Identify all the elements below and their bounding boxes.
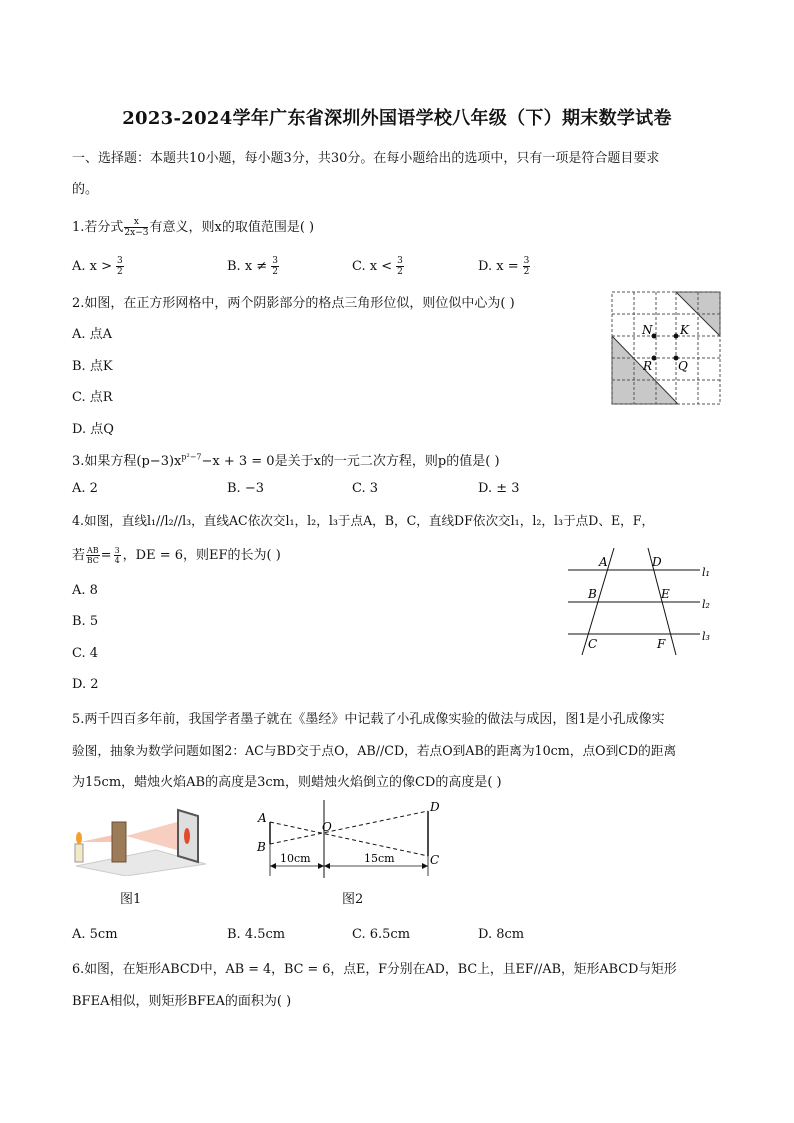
q1-option-a-num: 3 — [117, 256, 123, 266]
q4-option-a[interactable]: A. 8 — [72, 583, 98, 598]
q5-figure2-diagram — [252, 798, 452, 878]
q5-stem-line2: 验图，抽象为数学问题如图2：AC与BD交于点O，AB//CD，若点O到AB的距离为10cm，点O到CD的距离 — [72, 743, 677, 758]
q1-frac-num: x — [124, 217, 148, 228]
q1-option-d-label: D. x = — [478, 259, 519, 274]
q5-fig2-arrow-icon — [318, 863, 324, 869]
q4-option-b[interactable]: B. 5 — [72, 614, 99, 629]
q5-fig2-dist-15: 15cm — [364, 852, 395, 865]
q3-exponent: p²−7 — [181, 452, 202, 462]
q5-fig2-arrow-icon — [270, 863, 276, 869]
q6-stem-line1: 6.如图，在矩形ABCD中，AB = 4，BC = 6，点E，F分别在AD，BC上，且EF//AB，矩形ABCD与矩形 — [72, 962, 677, 977]
q4-frac-ab: AB — [87, 546, 99, 555]
q5-fig1-pinhole-board — [112, 822, 126, 862]
q1-prefix: 1.若分式 — [72, 220, 124, 235]
q4-stem-line2 — [72, 544, 281, 565]
q4-post: ，DE = 6，则EF的长为( ) — [122, 548, 281, 563]
q5-stem-line1: 5.两千四百多年前，我国学者墨子就在《墨经》中记载了小孔成像实验的做法与成因，图1是小孔成像实 — [72, 712, 665, 727]
q5-option-b[interactable]: B. 4.5cm — [227, 927, 286, 942]
q5-fig1-caption: 图1 — [120, 892, 142, 907]
q4-label-c: C — [588, 637, 598, 651]
q1-option-d-num: 3 — [523, 256, 530, 266]
q4-option-c[interactable]: C. 4 — [72, 646, 99, 661]
q1-option-d[interactable] — [478, 256, 530, 277]
q1-frac-den: 2x−3 — [124, 228, 149, 238]
q2-option-d[interactable]: D. 点Q — [72, 422, 114, 437]
q3-stem-b: −x + 3 = 0是关于x的一元二次方程，则p的值是( ) — [201, 454, 500, 469]
q5-fig2-label-c: C — [430, 853, 440, 867]
q2-option-b[interactable]: B. 点K — [72, 359, 113, 374]
page-title: 2023-2024学年广东省深圳外国语学校八年级（下）期末数学试卷 — [122, 108, 672, 129]
q4-label-l1: l₁ — [702, 566, 710, 579]
q2-label-n: N — [642, 323, 653, 337]
q5-fig1-projected-beam — [126, 820, 184, 852]
q5-option-a[interactable]: A. 5cm — [72, 927, 118, 942]
q1-option-a[interactable] — [72, 256, 124, 277]
q1-option-a-den: 2 — [117, 267, 123, 277]
q2-grid-figure — [610, 290, 722, 406]
q4-label-b: B — [588, 587, 597, 601]
q2-label-r: R — [643, 359, 653, 373]
q5-fig2-label-b: B — [257, 840, 266, 854]
q5-fig2-arrow-icon — [324, 863, 330, 869]
q4-label-l3: l₃ — [702, 630, 710, 643]
q2-option-c[interactable]: C. 点R — [72, 390, 113, 405]
q4-frac-bc: BC — [86, 556, 99, 565]
q1-option-b[interactable] — [227, 256, 279, 277]
q5-figure1-illustration — [66, 806, 216, 876]
q4-label-e: E — [661, 587, 670, 601]
q4-option-d[interactable]: D. 2 — [72, 677, 99, 692]
q1-option-c[interactable] — [352, 256, 404, 277]
q4-label-l2: l₂ — [702, 598, 710, 611]
q5-fig2-label-o: O — [322, 820, 332, 834]
q1-option-b-num: 3 — [272, 256, 278, 266]
q2-shaded-triangles — [612, 292, 720, 404]
q5-fig1-image-icon — [184, 828, 190, 844]
q5-option-d[interactable]: D. 8cm — [478, 927, 525, 942]
q1-option-a-label: A. x > — [72, 259, 113, 274]
q5-fig2-arrow-icon — [422, 863, 428, 869]
q2-label-q: Q — [678, 359, 688, 373]
section-heading-cont: 的。 — [72, 182, 99, 197]
q1-option-c-den: 2 — [397, 267, 403, 277]
q4-parallel-lines-figure — [562, 545, 722, 660]
q3-stem-a: 3.如果方程(p−3)x — [72, 454, 182, 469]
q5-fig2-caption: 图2 — [342, 892, 364, 907]
q5-fig1-candle — [75, 844, 83, 862]
q2-label-k: K — [680, 323, 689, 337]
q1-option-b-den: 2 — [272, 267, 278, 277]
q3-stem — [72, 450, 500, 469]
q3-option-b[interactable]: B. −3 — [227, 481, 264, 496]
q1-option-c-label: C. x < — [352, 259, 393, 274]
q5-option-c[interactable]: C. 6.5cm — [352, 927, 411, 942]
q2-point-k — [674, 334, 679, 339]
q1-option-b-label: B. x ≠ — [227, 259, 268, 274]
q4-equals: = — [100, 548, 112, 563]
q5-fig2-label-d: D — [430, 800, 440, 814]
q5-fig1-flame-icon — [76, 832, 82, 844]
q4-val-den: 4 — [114, 556, 120, 565]
section-heading: 一、选择题：本题共10小题，每小题3分，共30分。在每小题给出的选项中，只有一项是符合题目要求 — [72, 151, 660, 166]
q1-option-c-num: 3 — [397, 256, 403, 266]
q4-stem-line1: 4.如图，直线l₁//l₂//l₃，直线AC依次交l₁，l₂，l₃于点A，B，C，直线DF依次交l₁，l₂，l₃于点D、E，F， — [72, 513, 655, 528]
q5-fig2-label-a: A — [258, 811, 267, 825]
q4-label-d: D — [652, 555, 662, 569]
q1-option-d-den: 2 — [523, 267, 530, 277]
q3-option-c[interactable]: C. 3 — [352, 481, 379, 496]
q4-pre: 若 — [72, 548, 86, 563]
q4-label-f: F — [657, 637, 666, 651]
q4-val-num: 3 — [114, 546, 120, 555]
q5-fig2-dist-10: 10cm — [280, 852, 311, 865]
q2-option-a[interactable]: A. 点A — [72, 327, 113, 342]
q5-stem-line3: 为15cm，蜡烛火焰AB的高度是3cm，则蜡烛火焰倒立的像CD的高度是( ) — [72, 775, 502, 790]
q3-option-d[interactable]: D. ± 3 — [478, 481, 520, 496]
q2-stem: 2.如图，在正方形网格中，两个阴影部分的格点三角形位似，则位似中心为( ) — [72, 296, 515, 311]
q4-label-a: A — [599, 555, 608, 569]
q1-stem — [72, 216, 314, 238]
q6-stem-line2: BFEA相似，则矩形BFEA的面积为( ) — [72, 994, 292, 1009]
q2-point-r — [652, 356, 657, 361]
q3-option-a[interactable]: A. 2 — [72, 481, 98, 496]
q1-suffix: 有意义，则x的取值范围是( ) — [149, 220, 315, 235]
